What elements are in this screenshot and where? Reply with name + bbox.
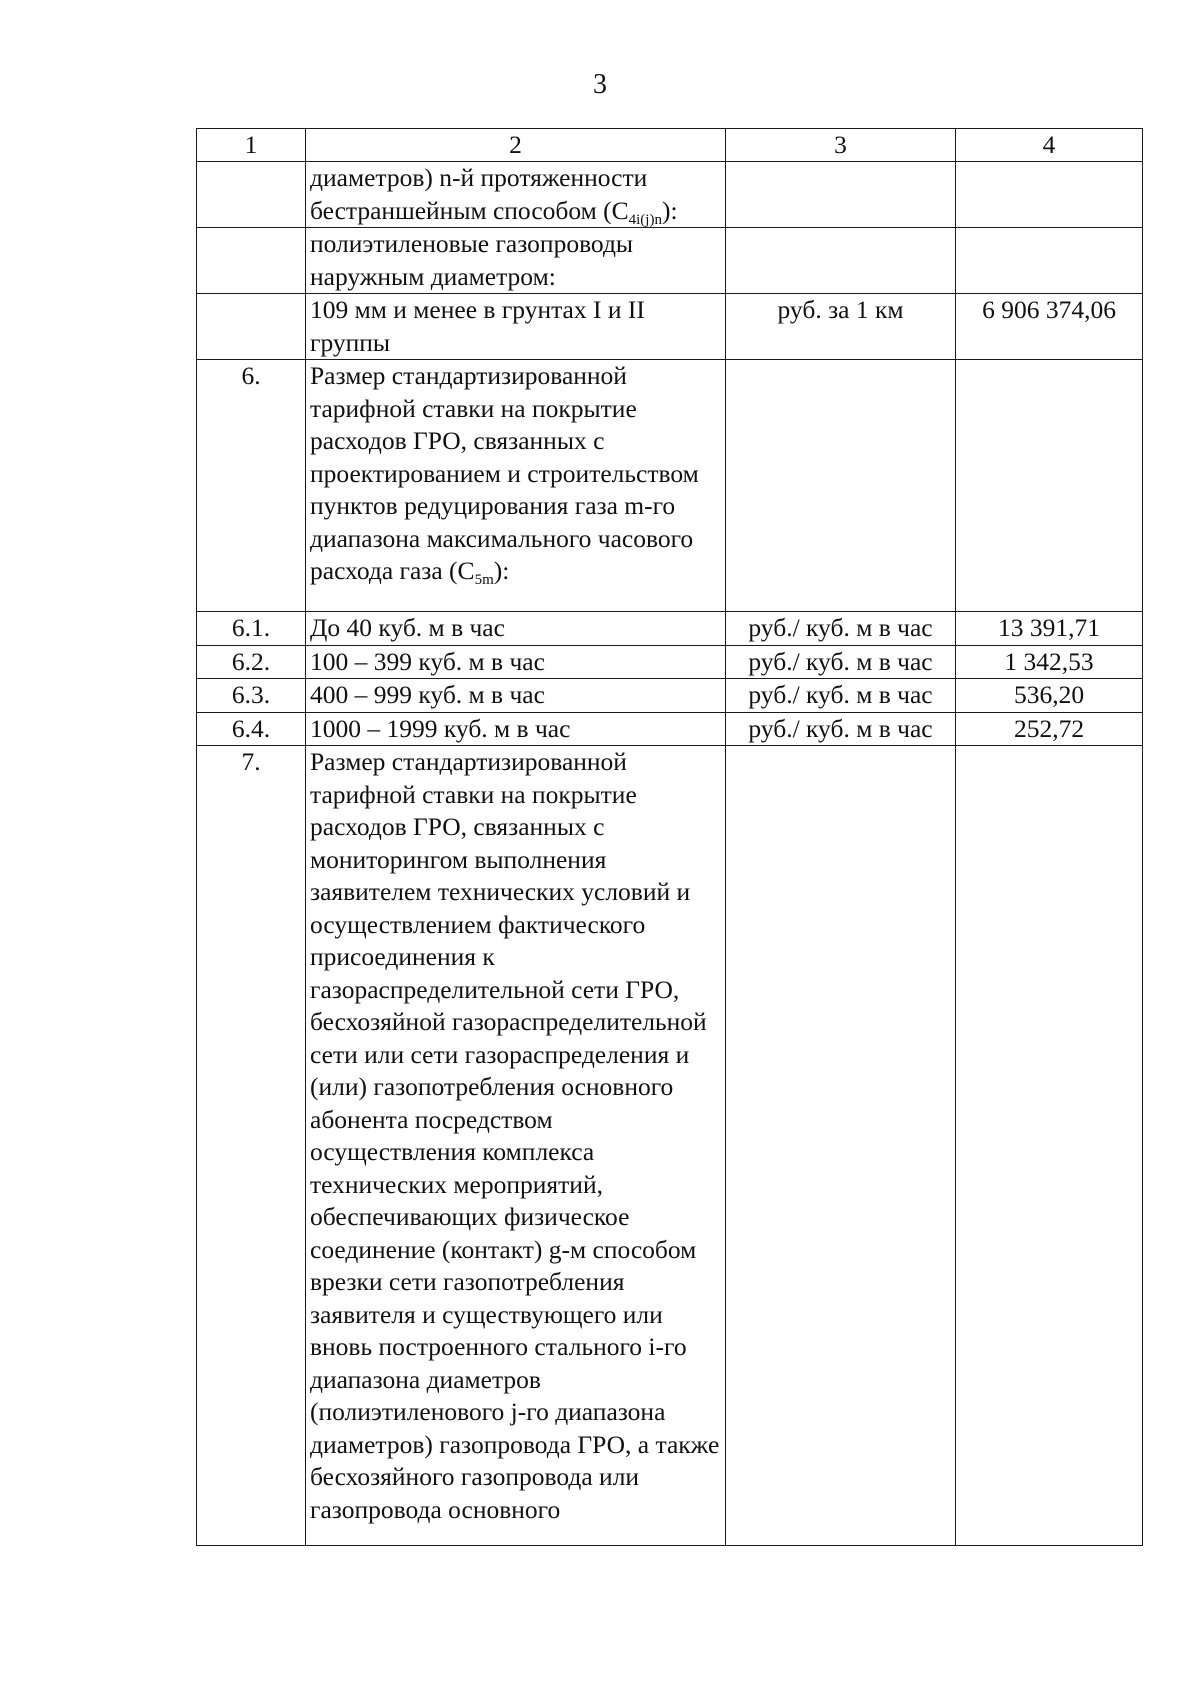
row-description: 100 – 399 куб. м в час [306, 645, 726, 679]
column-header-3: 3 [726, 129, 956, 162]
row-value: 536,20 [956, 679, 1143, 713]
row-number [197, 162, 306, 228]
row-value [956, 746, 1143, 1546]
row-description: Размер стандартизированной тарифной ставки на покрытие расходов ГРО, связанных с мониторингом выполнения заявителем технических условий и осуществлением фактического присоединения к газораспределительной сети ГРО, бесхозяйной газораспределительной сети или сети газораспределения и (или) газопотребления основного абонента посредством осуществления комплекса технических мероприятий, обеспечивающих физическое соединение (контакт) g-м способом врезки сети газопотребления заявителя и существующего или вновь построенного стального i-го диапазона диаметров (полиэтиленового j-го диапазона диаметров) газопровода ГРО, а также бесхозяйного газопровода или газопровода основного [306, 746, 726, 1546]
row-description-suffix: ): [661, 195, 678, 225]
row-description: 109 мм и менее в грунтах I и II группы [306, 294, 726, 360]
table-row [197, 294, 1143, 360]
row-number [197, 294, 306, 360]
row-description-subscript: 4i(j)n [628, 211, 662, 228]
column-header-1: 1 [197, 129, 306, 162]
row-unit: руб./ куб. м в час [726, 645, 956, 679]
row-description: 1000 – 1999 куб. м в час [306, 712, 726, 746]
table-row [197, 679, 1143, 713]
row-unit: руб. за 1 км [726, 294, 956, 360]
row-number: 6. [197, 360, 306, 612]
row-value: 252,72 [956, 712, 1143, 746]
row-unit [726, 746, 956, 1546]
row-value: 13 391,71 [956, 612, 1143, 646]
table-row [197, 228, 1143, 294]
row-unit: руб./ куб. м в час [726, 712, 956, 746]
table-row [197, 162, 1143, 228]
row-description-subscript: 5m [474, 572, 494, 588]
row-unit: руб./ куб. м в час [726, 679, 956, 713]
row-unit [726, 162, 956, 228]
table-row [197, 645, 1143, 679]
row-description-suffix: ): [493, 556, 510, 585]
row-value: 6 906 374,06 [956, 294, 1143, 360]
page-number: 3 [593, 69, 607, 100]
row-number: 6.4. [197, 712, 306, 746]
row-number: 6.3. [197, 679, 306, 713]
row-description: До 40 куб. м в час [306, 612, 726, 646]
row-number: 6.1. [197, 612, 306, 646]
row-value: 1 342,53 [956, 645, 1143, 679]
table-row [197, 360, 1143, 612]
row-description-text: диаметров) n-й протяженности бестраншейным способом (C [310, 163, 648, 225]
row-number [197, 228, 306, 294]
row-description [306, 162, 726, 228]
table-header-row [197, 129, 1143, 162]
row-value [956, 360, 1143, 612]
row-description-text: Размер стандартизированной тарифной ставки на покрытие расходов ГРО, связанных с проектированием и строительством пунктов редуцирования газа m-го диапазона максимального часового расхода газа (C [310, 361, 699, 585]
row-description: 400 – 999 куб. м в час [306, 679, 726, 713]
row-description: полиэтиленовые газопроводы наружным диаметром: [306, 228, 726, 294]
row-number: 7. [197, 746, 306, 1546]
row-unit [726, 360, 956, 612]
row-value [956, 162, 1143, 228]
column-header-4: 4 [956, 129, 1143, 162]
table-row [197, 746, 1143, 1546]
row-description [306, 360, 726, 612]
table-row [197, 712, 1143, 746]
tariff-table [196, 128, 1143, 1546]
table-row [197, 612, 1143, 646]
row-value [956, 228, 1143, 294]
column-header-2: 2 [306, 129, 726, 162]
row-unit: руб./ куб. м в час [726, 612, 956, 646]
row-unit [726, 228, 956, 294]
row-number: 6.2. [197, 645, 306, 679]
